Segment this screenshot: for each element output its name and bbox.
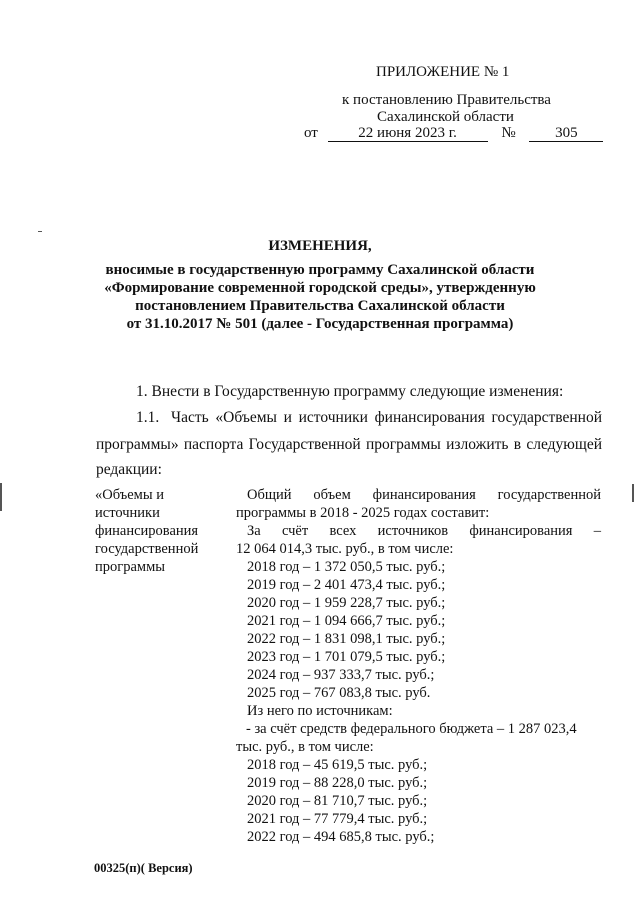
item-1-1-line-3: редакции: (96, 461, 162, 478)
table-right-line: тыс. руб., в том числе: (236, 739, 374, 755)
table-right-line: 2022 год – 1 831 098,1 тыс. руб.; (247, 631, 446, 647)
scan-mark (38, 231, 42, 232)
item-1-1-number: 1.1. (136, 409, 160, 426)
table-right-line: 2019 год – 88 228,0 тыс. руб.; (247, 775, 428, 791)
table-right-line: 2018 год – 45 619,5 тыс. руб.; (247, 757, 428, 773)
resolution-ref-line2: Сахалинской области (377, 109, 514, 125)
table-right-line: 2021 год – 1 094 666,7 тыс. руб.; (247, 613, 446, 629)
title-line-4: от 31.10.2017 № 501 (далее - Государственная программа) (126, 316, 514, 332)
date-prefix: от (304, 125, 318, 141)
table-right-line: За счёт всех источников финансирования – (247, 523, 601, 539)
scan-mark (0, 483, 2, 511)
item-1-1-text: Часть «Объемы и источники финансирования государственной (171, 409, 602, 426)
document-code: 00325(п)( Версия) (94, 861, 193, 875)
table-left-line: программы (95, 559, 165, 575)
table-right-line: 2022 год – 494 685,8 тыс. руб.; (247, 829, 435, 845)
table-right-line: Из него по источникам: (247, 703, 393, 719)
item-1-1-line-2: программы» паспорта Государственной программы изложить в следующей (96, 436, 602, 453)
table-left-line: финансирования (95, 523, 199, 539)
table-right-line: 2024 год – 937 333,7 тыс. руб.; (247, 667, 435, 683)
table-left-line: «Объемы и (95, 487, 164, 503)
number-prefix: № (501, 125, 516, 141)
table-right-line: Общий объем финансирования государственной (247, 487, 601, 503)
table-right-line: 2020 год – 81 710,7 тыс. руб.; (247, 793, 428, 809)
date-value: 22 июня 2023 г. (328, 125, 488, 142)
table-right-line: - за счёт средств федерального бюджета – 1 287 023,4 (246, 721, 577, 737)
table-left-line: источники (95, 505, 160, 521)
table-right-line: 12 064 014,3 тыс. руб., в том числе: (236, 541, 454, 557)
table-right-line: 2023 год – 1 701 079,5 тыс. руб.; (247, 649, 446, 665)
table-right-line: 2025 год – 767 083,8 тыс. руб. (247, 685, 431, 701)
scan-mark (632, 484, 634, 502)
resolution-date-line (304, 125, 603, 142)
table-right-line: программы в 2018 - 2025 годах составит: (236, 505, 490, 521)
item-1-1-line-1 (136, 409, 602, 427)
table-right-line: 2019 год – 2 401 473,4 тыс. руб.; (247, 577, 446, 593)
title-line-3: постановлением Правительства Сахалинской области (135, 298, 505, 314)
table-right-line: 2021 год – 77 779,4 тыс. руб.; (247, 811, 428, 827)
item-1: 1. Внести в Государственную программу следующие изменения: (136, 383, 564, 400)
table-right-line: 2020 год – 1 959 228,7 тыс. руб.; (247, 595, 446, 611)
table-left-line: государственной (95, 541, 199, 557)
document-heading: ИЗМЕНЕНИЯ, (268, 238, 372, 254)
appendix-label: ПРИЛОЖЕНИЕ № 1 (376, 64, 510, 80)
number-value: 305 (529, 125, 603, 142)
title-line-2: «Формирование современной городской среды», утвержденную (104, 280, 536, 296)
table-right-line: 2018 год – 1 372 050,5 тыс. руб.; (247, 559, 446, 575)
resolution-ref-line1: к постановлению Правительства (342, 92, 551, 108)
title-line-1: вносимые в государственную программу Сахалинской области (105, 262, 535, 278)
